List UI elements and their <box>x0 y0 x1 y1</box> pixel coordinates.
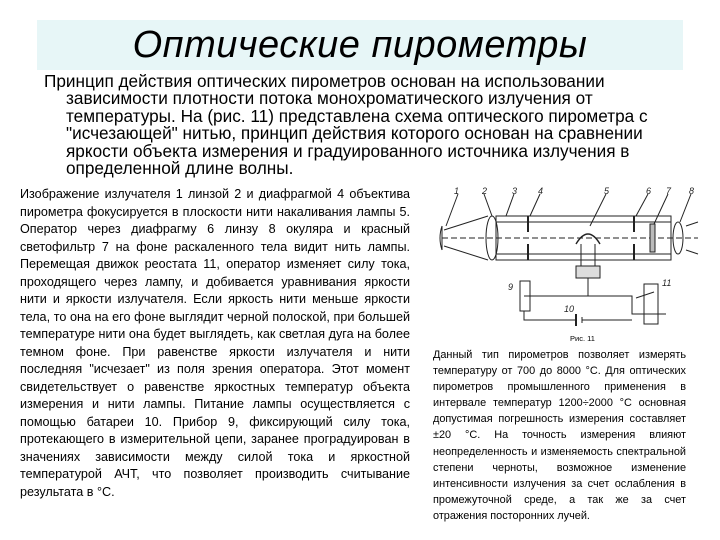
figure-label-9: 9 <box>508 282 514 292</box>
figure-label-6: 6 <box>646 186 652 196</box>
figure-label-2: 2 <box>482 186 488 196</box>
figure-label-4: 4 <box>538 186 544 196</box>
figure-label-11: 11 <box>662 278 672 288</box>
figure-label-8: 8 <box>689 186 695 196</box>
title-bar <box>37 20 683 70</box>
range-paragraph: Данный тип пирометров позволяет измерять температуру от 700 до 8000 °С. Для оптических пирометров промышленного применения в интервале температур 1200÷2000 °С основная допустимая погрешность измерения составляет ±20 °С. На точность измерения влияют неопределенность и изменяемость спектральной степени черноты, возможное изменение интенсивности излучения за счет ослабления в промежуточной среде, а так же за счет отражения посторонних лучей. <box>433 349 686 522</box>
figure-label-3: 3 <box>512 186 518 196</box>
rheostat-11 <box>644 284 658 324</box>
pyrometer-diagram <box>436 186 701 326</box>
figure-label-10: 10 <box>564 304 575 314</box>
figure-label-7: 7 <box>666 186 672 196</box>
pyrometer-schematic <box>436 186 701 326</box>
figure-label-1: 1 <box>454 186 460 196</box>
figure-label-5: 5 <box>604 186 610 196</box>
description-paragraph: Изображение излучателя 1 линзой 2 и диафрагмой 4 объектива пирометра фокусируется в плоскости нити накаливания лампы 5. Оператор через диафрагму 6 линзу 8 окуляра и красный светофильтр 7 на фоне раскаленного тела видит нить лампы. Перемещая движок реостата 11, оператор изменяет силу тока, проходящего через лампу, и добивается уравнивания яркости нити и яркости излучателя. Если яркость нити меньше яркости тела, то она на его фоне выглядит черной полоской, при большей температуре нити она будет выглядеть, как светлая дуга на более темном фоне. При равенстве яркости излучателя и нити последняя "исчезает" из поля зрения оператора. Этот момент свидетельствует о равенстве яркостных температур объекта измерения и нити лампы. Питание лампы осуществляется с помощью батареи 10. Прибор 9, фиксирующий силу тока, протекающего в измерительной цепи, заранее проградуирован в значениях зависимости между силой тока и яркостной температурой АЧТ, что позволяет производить считывание результата в °С. <box>20 187 410 499</box>
lamp-filament <box>576 234 600 244</box>
intro-text <box>44 73 684 177</box>
figure-caption: Рис. 11 <box>570 334 595 343</box>
slide-title: Оптические пирометры <box>132 24 588 66</box>
intro-paragraph: Принцип действия оптических пирометров основан на использовании зависимости плотности потока монохроматического излучения от температуры. На (рис. 11) представлена схема оптического пирометра с "исчезающей" нитью, принцип действия которого основан на сравнении яркости объекта измерения и градуированного источника излучения в определенной длине волны. <box>44 71 648 179</box>
